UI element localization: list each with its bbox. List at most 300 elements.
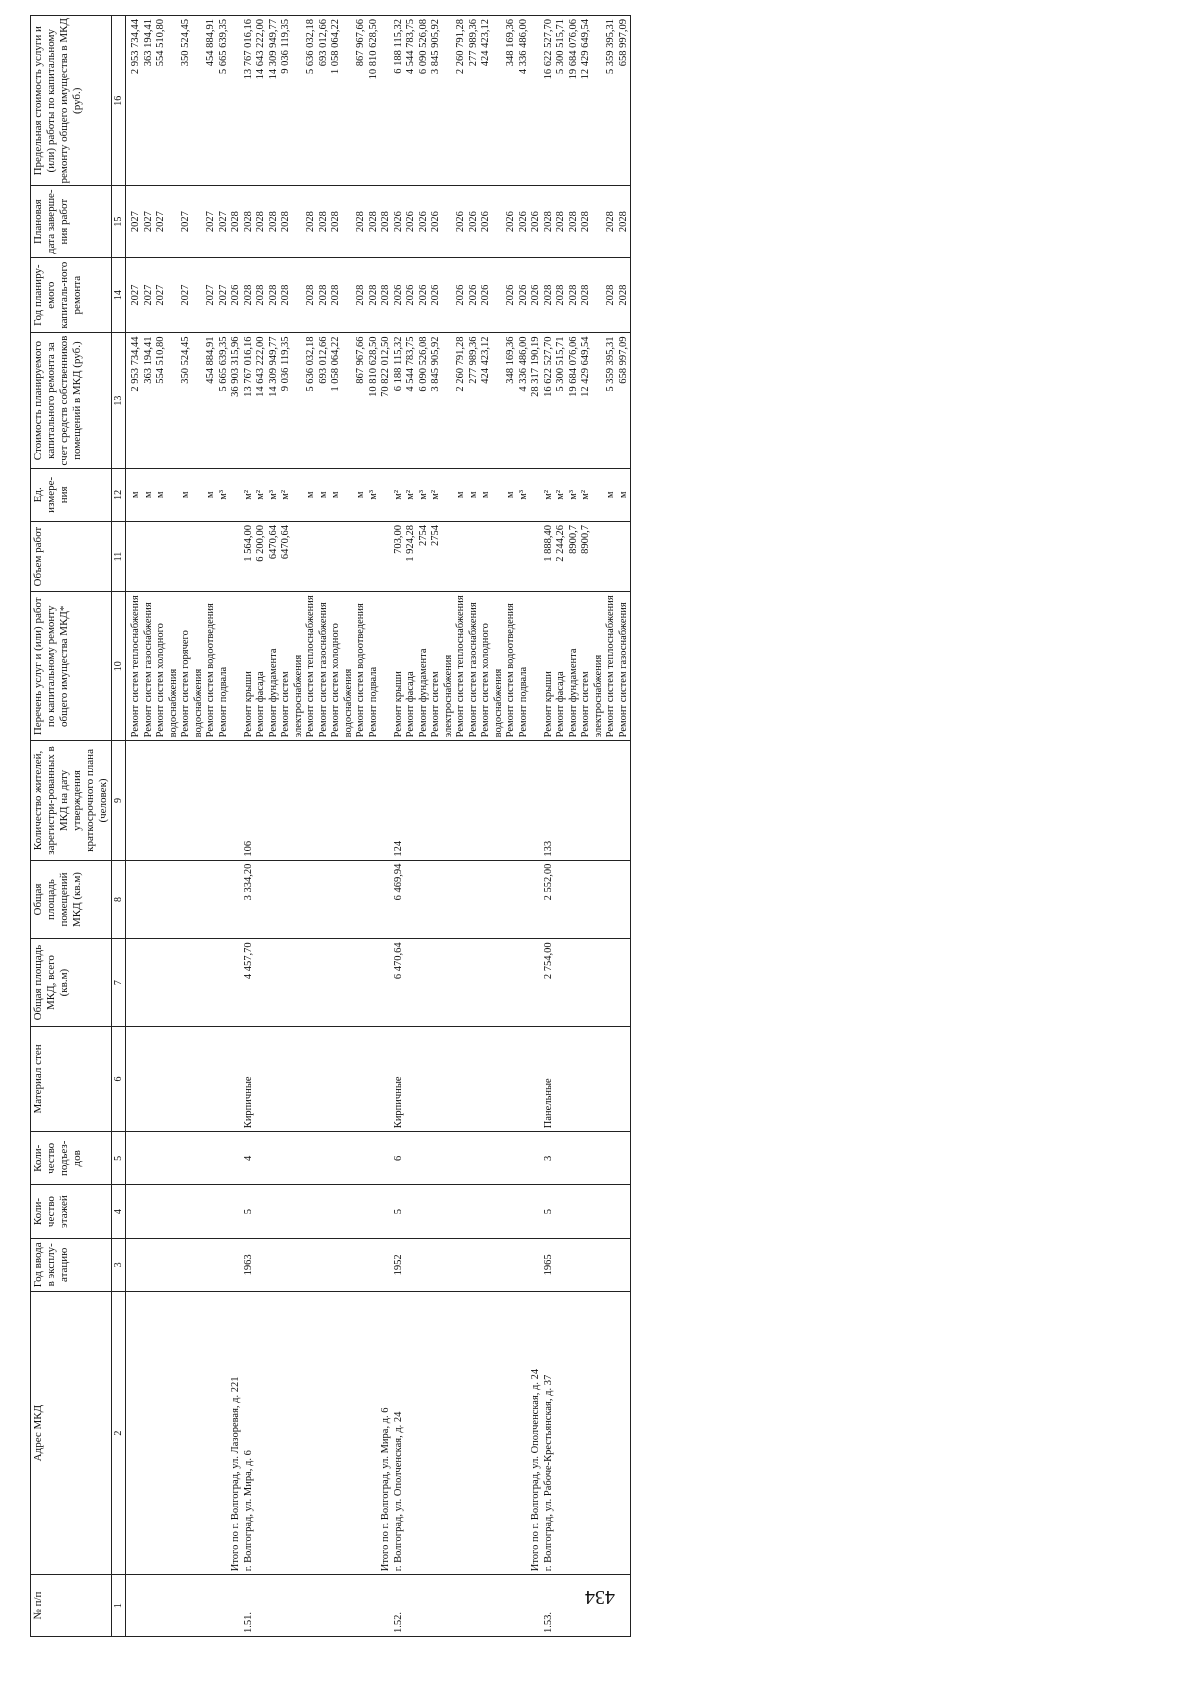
cell-work: Ремонт крыши	[243, 592, 256, 741]
cell-year-built	[205, 1238, 218, 1291]
cell-address	[180, 1291, 205, 1574]
cell-work: Ремонт систем холодного водоснабжения	[155, 592, 180, 741]
cell-material: Панельные	[543, 1026, 556, 1131]
cell-num	[230, 1575, 243, 1637]
cell-address	[405, 1291, 418, 1574]
cell-max-cost: 9 036 119,35	[280, 16, 305, 187]
cell-year: 2028	[580, 257, 605, 333]
cell-material	[180, 1026, 205, 1131]
cell-entrances	[518, 1132, 531, 1185]
column-header-4: Коли-чество этажей	[31, 1185, 112, 1238]
column-number-5: 5	[112, 1132, 126, 1185]
cell-floors	[455, 1185, 468, 1238]
cell-cost: 14 309 949,77	[268, 333, 281, 468]
cell-max-cost: 5 359 395,31	[605, 16, 618, 187]
cell-floors	[405, 1185, 418, 1238]
cell-max-cost: 454 884,91	[205, 16, 218, 187]
cell-year-built	[468, 1238, 481, 1291]
table-body	[126, 16, 631, 1637]
cell-max-cost: 554 510,80	[155, 16, 180, 187]
cell-volume	[505, 521, 518, 591]
cell-max-cost: 2 953 734,44	[130, 16, 143, 187]
cell-area-rooms	[418, 860, 431, 939]
cell-residents	[580, 741, 605, 860]
cell-floors	[155, 1185, 180, 1238]
cell-unit: м²	[393, 468, 406, 521]
cell-max-cost: 867 967,66	[355, 16, 368, 187]
cell-material	[230, 1026, 243, 1131]
column-number-6: 6	[112, 1026, 126, 1131]
cell-area-total	[355, 939, 368, 1026]
cell-cost: 658 997,09	[618, 333, 631, 468]
cell-entrances	[568, 1132, 581, 1185]
cell-year: 2028	[355, 257, 368, 333]
cell-year-built	[430, 1238, 455, 1291]
cell-end-date: 2028	[368, 186, 381, 257]
cell-volume	[455, 521, 468, 591]
cell-floors	[555, 1185, 568, 1238]
cell-year-built	[280, 1238, 305, 1291]
cell-area-total	[418, 939, 431, 1026]
cell-end-date: 2026	[518, 186, 531, 257]
cell-floors	[130, 1185, 143, 1238]
cell-residents	[568, 741, 581, 860]
cell-max-cost: 10 810 628,50	[368, 16, 381, 187]
cell-cost: 363 194,41	[143, 333, 156, 468]
cell-residents	[405, 741, 418, 860]
page-number: 434	[585, 1586, 615, 1608]
cell-cost: 867 967,66	[355, 333, 368, 468]
cell-area-rooms	[355, 860, 368, 939]
column-number-14: 14	[112, 257, 126, 333]
column-header-12: Ед. измере-ния	[31, 468, 112, 521]
cell-floors	[205, 1185, 218, 1238]
cell-entrances	[380, 1132, 393, 1185]
cell-material	[330, 1026, 355, 1131]
cell-cost: 6 090 526,08	[418, 333, 431, 468]
cell-material	[605, 1026, 618, 1131]
cell-floors	[430, 1185, 455, 1238]
cell-volume	[318, 521, 331, 591]
column-number-13: 13	[112, 333, 126, 468]
work-row	[318, 16, 331, 1637]
cell-cost: 454 884,91	[205, 333, 218, 468]
cell-floors: 5	[243, 1185, 256, 1238]
cell-unit	[230, 468, 243, 521]
cell-area-total	[130, 939, 143, 1026]
work-row	[393, 16, 406, 1637]
cell-work: Ремонт систем водоотведения	[505, 592, 518, 741]
cell-max-cost: 424 423,12	[480, 16, 505, 187]
cell-material	[505, 1026, 518, 1131]
work-row	[618, 16, 631, 1637]
cell-cost: 5 665 639,35	[218, 333, 231, 468]
cell-material	[218, 1026, 231, 1131]
cell-volume	[368, 521, 381, 591]
cell-year-built: 1965	[543, 1238, 556, 1291]
cell-residents	[180, 741, 205, 860]
cell-year: 2026	[505, 257, 518, 333]
cell-max-cost: 348 169,36	[505, 16, 518, 187]
cell-cost: 14 643 222,00	[255, 333, 268, 468]
cell-entrances	[505, 1132, 518, 1185]
cell-address: г. Волгоград, ул. Ополченская, д. 24	[393, 1291, 406, 1574]
cell-cost: 554 510,80	[155, 333, 180, 468]
cell-year: 2026	[393, 257, 406, 333]
cell-year-built	[618, 1238, 631, 1291]
cell-work: Ремонт систем теплоснабжения	[305, 592, 318, 741]
cell-unit: м²	[580, 468, 605, 521]
cell-num	[430, 1575, 455, 1637]
cell-work: Ремонт фасада	[405, 592, 418, 741]
cell-residents	[430, 741, 455, 860]
work-row	[180, 16, 205, 1637]
cell-num	[405, 1575, 418, 1637]
cell-end-date: 2026	[468, 186, 481, 257]
cell-max-cost: 3 845 905,92	[430, 16, 455, 187]
column-header-15: Плановая дата заверше-ния работ	[31, 186, 112, 257]
cell-address: г. Волгоград, ул. Мира, д. 6	[243, 1291, 256, 1574]
cell-address	[330, 1291, 355, 1574]
cell-floors	[368, 1185, 381, 1238]
cell-material	[268, 1026, 281, 1131]
cell-year: 2028	[618, 257, 631, 333]
cell-cost: 693 012,66	[318, 333, 331, 468]
cell-area-rooms	[130, 860, 143, 939]
cell-floors	[255, 1185, 268, 1238]
cell-num: 1.51.	[243, 1575, 256, 1637]
cell-unit: м	[305, 468, 318, 521]
cell-work: Ремонт систем газоснабжения	[468, 592, 481, 741]
cell-residents	[480, 741, 505, 860]
cell-residents	[143, 741, 156, 860]
cell-cost: 28 317 190,19	[530, 333, 543, 468]
cell-area-total	[280, 939, 305, 1026]
cell-residents	[205, 741, 218, 860]
work-row	[455, 16, 468, 1637]
cell-address	[280, 1291, 305, 1574]
cell-address	[505, 1291, 518, 1574]
cell-num	[305, 1575, 318, 1637]
cell-material	[143, 1026, 156, 1131]
cell-cost: 70 822 012,50	[380, 333, 393, 468]
cell-cost: 5 636 032,18	[305, 333, 318, 468]
cell-work: Ремонт фундамента	[568, 592, 581, 741]
cell-max-cost: 4 336 486,00	[518, 16, 531, 187]
cell-area-total	[405, 939, 418, 1026]
cell-end-date: 2026	[480, 186, 505, 257]
column-header-2: Адрес МКД	[31, 1291, 112, 1574]
cell-max-cost: 6 090 526,08	[418, 16, 431, 187]
cell-entrances	[418, 1132, 431, 1185]
cell-area-rooms	[405, 860, 418, 939]
column-header-14: Год планиру-емого капиталь-ного ремонта	[31, 257, 112, 333]
cell-volume	[330, 521, 355, 591]
cell-num	[155, 1575, 180, 1637]
cell-volume: 6 200,00	[255, 521, 268, 591]
cell-material	[155, 1026, 180, 1131]
cell-end-date: 2026	[430, 186, 455, 257]
cell-year-built	[318, 1238, 331, 1291]
cell-area-total	[468, 939, 481, 1026]
cell-area-rooms	[205, 860, 218, 939]
cell-num	[330, 1575, 355, 1637]
cell-cost: 13 767 016,16	[243, 333, 256, 468]
cell-max-cost: 5 300 515,71	[555, 16, 568, 187]
cell-year: 2028	[568, 257, 581, 333]
work-row	[143, 16, 156, 1637]
cell-volume	[480, 521, 505, 591]
cell-num	[180, 1575, 205, 1637]
cell-area-total	[218, 939, 231, 1026]
cell-volume	[205, 521, 218, 591]
cell-area-rooms	[580, 860, 605, 939]
cell-area-total	[368, 939, 381, 1026]
work-row	[605, 16, 618, 1637]
cell-entrances	[280, 1132, 305, 1185]
cell-cost: 3 845 905,92	[430, 333, 455, 468]
total-row	[530, 16, 543, 1637]
cell-material	[205, 1026, 218, 1131]
work-row	[418, 16, 431, 1637]
cell-volume: 2754	[430, 521, 455, 591]
cell-work: Ремонт подвала	[518, 592, 531, 741]
cell-area-total	[330, 939, 355, 1026]
cell-residents: 133	[543, 741, 556, 860]
cell-work: Ремонт систем газоснабжения	[143, 592, 156, 741]
cell-unit: м	[605, 468, 618, 521]
cell-area-total	[455, 939, 468, 1026]
cell-floors	[180, 1185, 205, 1238]
cell-address: Итого по г. Волгоград, ул. Мира, д. 6	[380, 1291, 393, 1574]
cell-entrances	[618, 1132, 631, 1185]
cell-work: Ремонт фасада	[555, 592, 568, 741]
cell-unit: м³	[568, 468, 581, 521]
cell-area-rooms: 2 552,00	[543, 860, 556, 939]
cell-area-total	[480, 939, 505, 1026]
cell-address	[218, 1291, 231, 1574]
cell-num	[205, 1575, 218, 1637]
cell-year: 2028	[305, 257, 318, 333]
cell-cost: 9 036 119,35	[280, 333, 305, 468]
column-number-16: 16	[112, 16, 126, 187]
cell-year: 2028	[605, 257, 618, 333]
cell-end-date: 2028	[330, 186, 355, 257]
cell-entrances	[580, 1132, 605, 1185]
cell-cost: 350 524,45	[180, 333, 205, 468]
cell-residents	[555, 741, 568, 860]
cell-year: 2027	[218, 257, 231, 333]
cell-max-cost	[380, 16, 393, 187]
cell-unit: м	[468, 468, 481, 521]
cell-year: 2026	[405, 257, 418, 333]
cell-entrances: 3	[543, 1132, 556, 1185]
cell-address	[468, 1291, 481, 1574]
cell-unit: м²	[255, 468, 268, 521]
cell-year-built	[480, 1238, 505, 1291]
cell-floors	[355, 1185, 368, 1238]
column-number-8: 8	[112, 860, 126, 939]
cell-year: 2026	[418, 257, 431, 333]
work-row	[305, 16, 318, 1637]
cell-entrances	[405, 1132, 418, 1185]
cell-num	[368, 1575, 381, 1637]
cell-residents	[505, 741, 518, 860]
cell-material	[418, 1026, 431, 1131]
column-number-4: 4	[112, 1185, 126, 1238]
cell-floors	[480, 1185, 505, 1238]
cell-area-rooms	[505, 860, 518, 939]
cell-area-total	[205, 939, 218, 1026]
cell-material	[380, 1026, 393, 1131]
column-header-1: № п/п	[31, 1575, 112, 1637]
cell-floors	[143, 1185, 156, 1238]
cell-entrances	[318, 1132, 331, 1185]
cell-year-built	[305, 1238, 318, 1291]
cell-work: Ремонт систем водоотведения	[355, 592, 368, 741]
cell-num	[143, 1575, 156, 1637]
cell-material	[355, 1026, 368, 1131]
cell-unit: м²	[543, 468, 556, 521]
cell-unit: м³	[268, 468, 281, 521]
cell-material	[518, 1026, 531, 1131]
cell-year-built	[218, 1238, 231, 1291]
cell-volume	[305, 521, 318, 591]
cell-year: 2027	[180, 257, 205, 333]
cell-year: 2027	[205, 257, 218, 333]
cell-volume	[518, 521, 531, 591]
cell-year: 2028	[555, 257, 568, 333]
cell-area-total	[518, 939, 531, 1026]
column-header-7: Общая площадь МКД, всего (кв.м)	[31, 939, 112, 1026]
cell-area-rooms	[555, 860, 568, 939]
cell-volume: 6470,64	[268, 521, 281, 591]
cell-residents	[380, 741, 393, 860]
cell-num	[505, 1575, 518, 1637]
cell-end-date: 2026	[405, 186, 418, 257]
cell-year-built	[418, 1238, 431, 1291]
cell-end-date: 2028	[568, 186, 581, 257]
cell-area-total	[430, 939, 455, 1026]
cell-volume	[230, 521, 243, 591]
cell-end-date: 2026	[418, 186, 431, 257]
cell-num	[218, 1575, 231, 1637]
cell-cost: 4 336 486,00	[518, 333, 531, 468]
cell-area-rooms	[455, 860, 468, 939]
cell-work: Ремонт систем теплоснабжения	[605, 592, 618, 741]
cell-floors	[505, 1185, 518, 1238]
cell-max-cost: 363 194,41	[143, 16, 156, 187]
cell-material	[555, 1026, 568, 1131]
cell-volume	[468, 521, 481, 591]
cell-residents	[130, 741, 143, 860]
cell-area-total	[180, 939, 205, 1026]
cell-year-built: 1963	[243, 1238, 256, 1291]
cell-area-total	[318, 939, 331, 1026]
cell-area-rooms	[618, 860, 631, 939]
work-row	[205, 16, 218, 1637]
cell-unit: м	[618, 468, 631, 521]
cell-unit: м	[455, 468, 468, 521]
cell-material: Кирпичные	[243, 1026, 256, 1131]
cell-address: Итого по г. Волгоград, ул. Ополченская, д. 24	[530, 1291, 543, 1574]
cell-end-date: 2026	[505, 186, 518, 257]
cell-residents	[418, 741, 431, 860]
cell-year-built	[230, 1238, 243, 1291]
total-row	[230, 16, 243, 1637]
cell-end-date: 2028	[230, 186, 243, 257]
cell-work: Ремонт систем электроснабжения	[430, 592, 455, 741]
cell-work: Ремонт систем газоснабжения	[318, 592, 331, 741]
cell-unit	[380, 468, 393, 521]
cell-end-date: 2027	[155, 186, 180, 257]
cell-volume: 703,00	[393, 521, 406, 591]
cell-volume	[605, 521, 618, 591]
cell-year: 2026	[230, 257, 243, 333]
cell-num	[580, 1575, 605, 1637]
cell-area-total	[230, 939, 243, 1026]
cell-unit: м	[330, 468, 355, 521]
cell-area-total: 2 754,00	[543, 939, 556, 1026]
cell-unit: м	[205, 468, 218, 521]
cell-cost: 2 260 791,28	[455, 333, 468, 468]
cell-work: Ремонт систем газоснабжения	[618, 592, 631, 741]
cell-entrances	[155, 1132, 180, 1185]
cell-year-built	[130, 1238, 143, 1291]
column-number-15: 15	[112, 186, 126, 257]
cell-address: Итого по г. Волгоград, ул. Лазоревая, д. 221	[230, 1291, 243, 1574]
cell-end-date: 2026	[530, 186, 543, 257]
work-row	[243, 16, 256, 1637]
cell-residents: 106	[243, 741, 256, 860]
cell-address	[368, 1291, 381, 1574]
cell-entrances	[430, 1132, 455, 1185]
cell-max-cost: 350 524,45	[180, 16, 205, 187]
cell-cost: 5 359 395,31	[605, 333, 618, 468]
cell-area-rooms	[518, 860, 531, 939]
cell-work: Ремонт систем электроснабжения	[280, 592, 305, 741]
cell-residents	[318, 741, 331, 860]
cell-residents	[330, 741, 355, 860]
cell-address	[418, 1291, 431, 1574]
cell-unit: м³	[418, 468, 431, 521]
cell-year: 2028	[368, 257, 381, 333]
cell-area-total	[143, 939, 156, 1026]
cell-material	[618, 1026, 631, 1131]
cell-year-built	[405, 1238, 418, 1291]
column-header-9: Количество жителей, зарегистри-рованных в МКД на дату утверждения краткосрочного плана (человек)	[31, 741, 112, 860]
cell-cost: 19 684 076,06	[568, 333, 581, 468]
cell-material	[530, 1026, 543, 1131]
cell-area-rooms	[318, 860, 331, 939]
cell-floors	[580, 1185, 605, 1238]
cell-cost: 277 989,36	[468, 333, 481, 468]
cell-address	[268, 1291, 281, 1574]
cell-unit: м³	[218, 468, 231, 521]
cell-entrances	[143, 1132, 156, 1185]
cell-end-date: 2027	[218, 186, 231, 257]
cell-year-built	[605, 1238, 618, 1291]
cell-unit: м²	[555, 468, 568, 521]
cell-work: Ремонт систем электроснабжения	[580, 592, 605, 741]
cell-floors	[618, 1185, 631, 1238]
cell-max-cost: 14 643 222,00	[255, 16, 268, 187]
cell-floors	[418, 1185, 431, 1238]
cell-year: 2026	[480, 257, 505, 333]
cell-work: Ремонт крыши	[393, 592, 406, 741]
cell-address	[618, 1291, 631, 1574]
work-row	[130, 16, 143, 1637]
